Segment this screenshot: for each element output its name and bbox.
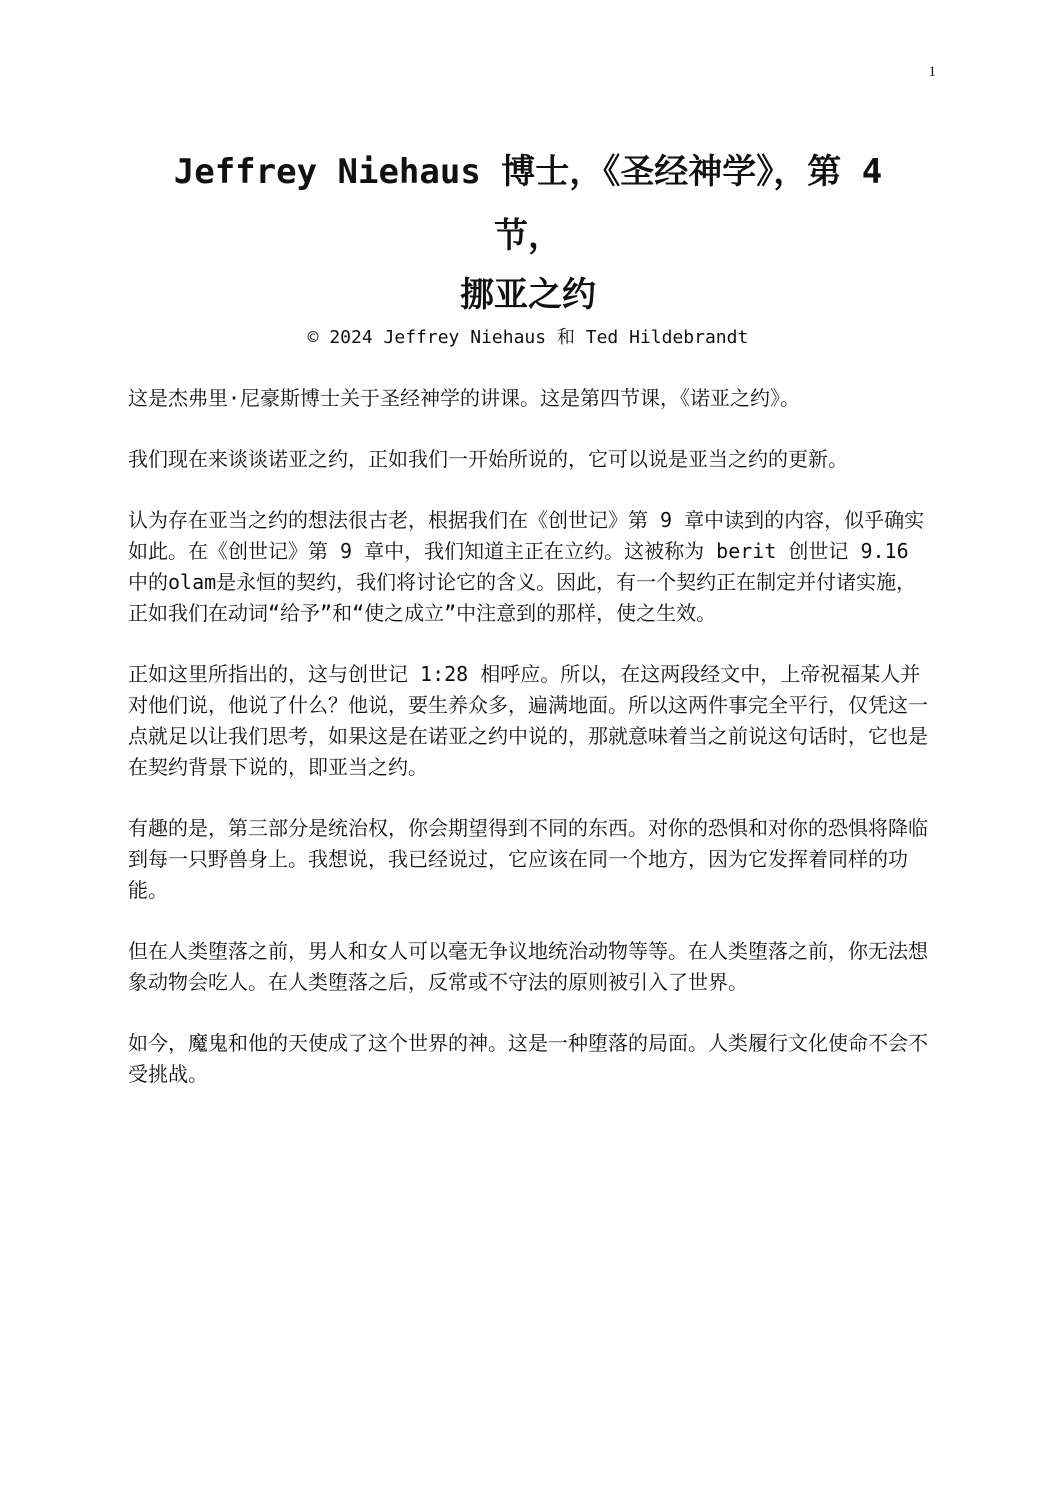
body-text	[128, 383, 928, 1120]
paragraph-4: 正如这里所指出的，这与创世记 1:28 相呼应。所以，在这两段经文中，上帝祝福某人并对他们说，他说了什么？他说，要生养众多，遍满地面。所以这两件事完全平行，仅凭这一点就足以让我们思考，如果这是在诺亚之约中说的，那就意味着当之前说这句话时，它也是在契约背景下说的，即亚当之约。	[128, 662, 928, 779]
paragraph-7: 如今，魔鬼和他的天使成了这个世界的神。这是一种堕落的局面。人类履行文化使命不会不受挑战。	[128, 1031, 928, 1086]
document-title-line-2: 节，	[494, 216, 562, 256]
paragraph-3: 认为存在亚当之约的想法很古老，根据我们在《创世记》第 9 章中读到的内容，似乎确实如此。在《创世记》第 9 章中，我们知道主正在立约。这被称为 berit 创世记 9.16 中的olam是永恒的契约，我们将讨论它的含义。因此，有一个契约正在制定并付诸实施，正如我们在动词“给予”和“使之成立”中注意到的那样，使之生效。	[128, 508, 925, 625]
paragraph-6: 但在人类堕落之前，男人和女人可以毫无争议地统治动物等等。在人类堕落之前，你无法想象动物会吃人。在人类堕落之后，反常或不守法的原则被引入了世界。	[128, 939, 928, 994]
paragraph-5: 有趣的是，第三部分是统治权，你会期望得到不同的东西。对你的恐惧和对你的恐惧将降临到每一只野兽身上。我想说，我已经说过，它应该在同一个地方，因为它发挥着同样的功能。	[128, 816, 928, 902]
document-title-line-1: Jeffrey Niehaus 博士，《圣经神学》，第 4	[173, 152, 883, 192]
document-subtitle: 挪亚之约	[460, 275, 596, 315]
paragraph-1: 这是杰弗里·尼豪斯博士关于圣经神学的讲课。这是第四节课，《诺亚之约》。	[128, 386, 801, 410]
copyright-line: © 2024 Jeffrey Niehaus 和 Ted Hildebrandt	[307, 327, 749, 348]
page-number: 1	[928, 64, 936, 80]
paragraph-2: 我们现在来谈谈诺亚之约，正如我们一开始所说的，它可以说是亚当之约的更新。	[128, 447, 848, 471]
title-block	[128, 140, 928, 350]
